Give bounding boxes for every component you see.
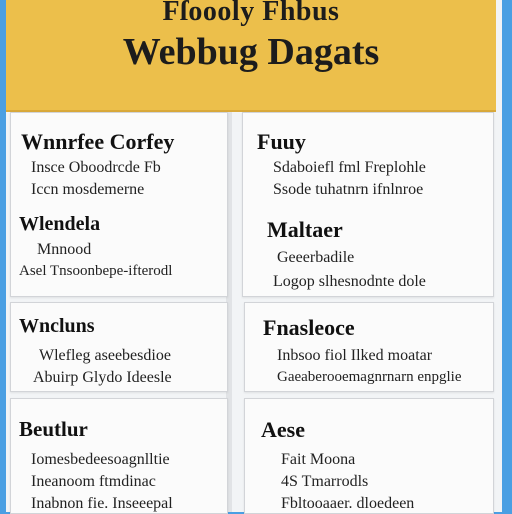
card-title: Wncluns	[19, 315, 95, 337]
info-card-3	[10, 302, 228, 392]
card-line: Fait Moona	[281, 451, 356, 468]
header-line-1: Fſoooly Fhbus	[162, 0, 340, 27]
info-card-5	[10, 398, 228, 514]
card-line: Mnnood	[37, 241, 92, 258]
card-line: Inbsoo fiol Ilked moatar	[277, 347, 433, 364]
info-card-2	[242, 112, 494, 297]
info-card-6	[244, 398, 494, 514]
card-line: Asel Tnsoonbepe-ifterodl	[19, 263, 173, 279]
card-subtitle: Wlendela	[19, 213, 101, 235]
card-line: Insce Oboodrcde Fb	[31, 159, 161, 176]
page-header	[6, 0, 496, 112]
card-line: Geeerbadile	[277, 249, 355, 266]
card-title: Fnasleoce	[263, 315, 355, 340]
card-subtitle: Maltaer	[267, 217, 343, 242]
card-line: Logop slhesnodnte dole	[273, 273, 426, 290]
page-title: Webbug Dagats	[122, 31, 380, 73]
card-line: Ineanoom ftmdinac	[31, 473, 156, 490]
card-line: Sdaboiefl fml Freplohle	[273, 159, 426, 176]
card-line: Iomesbedeesoagnlltie	[31, 451, 170, 468]
card-title: Fuuy	[257, 129, 306, 154]
card-title: Wnnrfee Corfey	[21, 129, 175, 154]
card-line: Fbltooaaer. dloedeen	[281, 495, 415, 512]
card-line: Inabnon fie. Inseeepal	[31, 495, 173, 512]
card-title: Aese	[261, 417, 305, 442]
card-line: Abuirp Glydo Ideesle	[33, 369, 172, 386]
card-title: Beutlur	[19, 417, 88, 441]
info-card-4	[244, 302, 494, 392]
info-card-1	[10, 112, 228, 297]
card-line: 4S Tmarrodls	[281, 473, 369, 490]
card-line: Ssode tuhatnrn ifnlnroe	[273, 181, 424, 198]
card-line: Iccn mosdemerne	[31, 181, 145, 198]
card-line: Wlefleg aseebesdioe	[39, 347, 171, 364]
card-line: Gaeaberooemagnrnarn enpglie	[277, 369, 462, 385]
